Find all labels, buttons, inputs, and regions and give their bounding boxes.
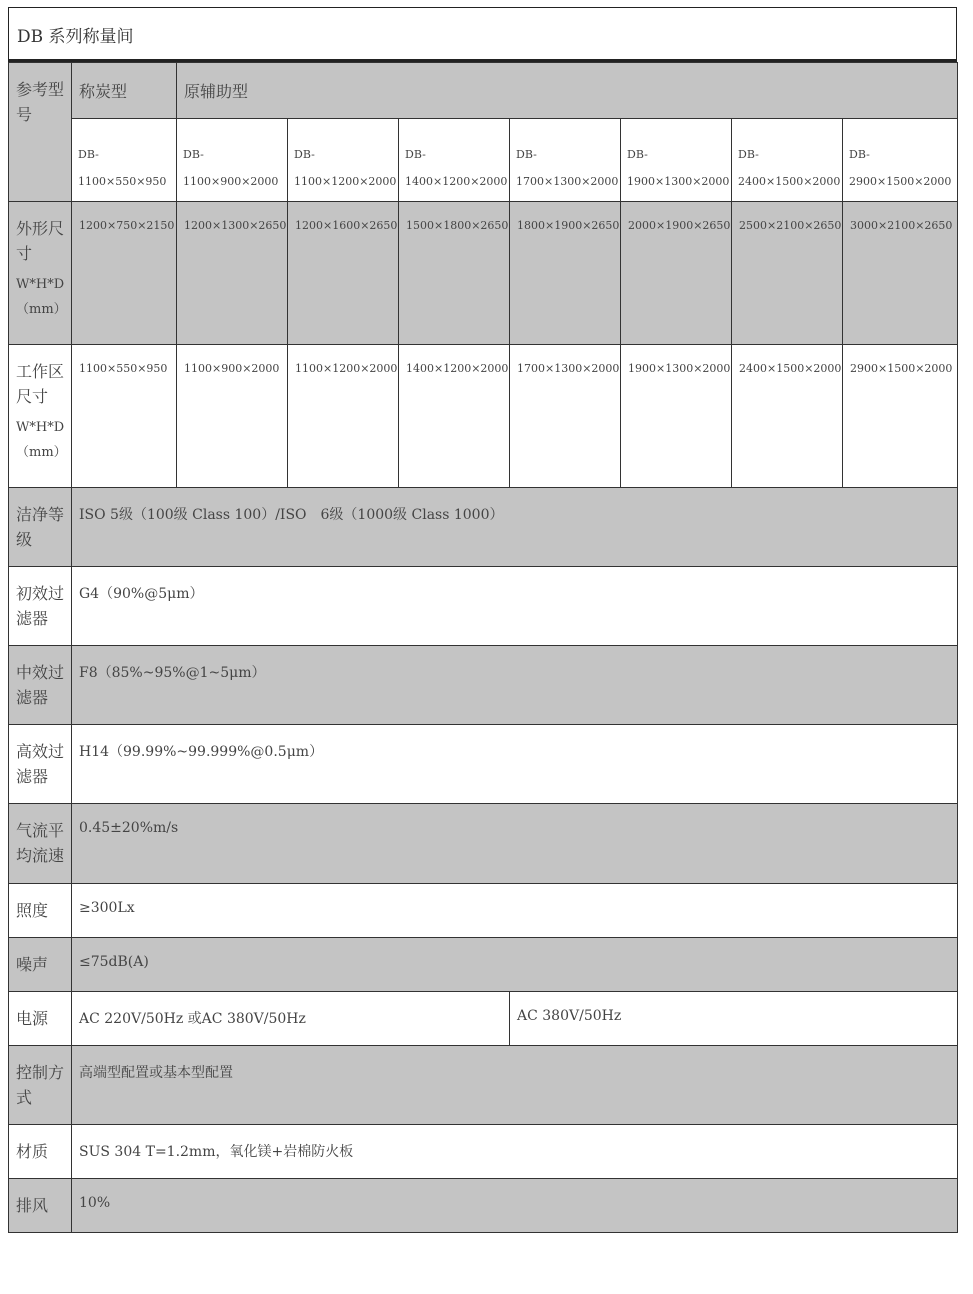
exhaust-value: 10% <box>72 1179 958 1233</box>
hepa-filter-label: 高效过滤器 <box>9 725 72 804</box>
model-cell: DB- 2900×1500×2000 <box>843 119 958 202</box>
table-row-primary-filter <box>9 567 958 646</box>
table-row-hepa-filter <box>9 725 958 804</box>
airflow-label: 气流平均流速 <box>9 804 72 884</box>
material-label: 材质 <box>9 1125 72 1179</box>
model-cell: DB- 1100×1200×2000 <box>288 119 399 202</box>
model-cell: DB- 1700×1300×2000 <box>510 119 621 202</box>
noise-label: 噪声 <box>9 938 72 992</box>
table-row-airflow <box>9 804 958 884</box>
table-row-power <box>9 992 958 1046</box>
outer-size-label: 外形尺寸 W*H*D（mm） <box>9 202 72 345</box>
spec-sheet <box>8 7 957 1233</box>
page-title: DB 系列称量间 <box>8 7 957 62</box>
table-row-exhaust <box>9 1179 958 1233</box>
noise-value: ≤75dB(A) <box>72 938 958 992</box>
outer-size-cell: 3000×2100×2650 <box>843 202 958 345</box>
outer-size-cell: 1800×1900×2650 <box>510 202 621 345</box>
work-size-cell: 2900×1500×2000 <box>843 345 958 488</box>
illumination-value: ≥300Lx <box>72 884 958 938</box>
outer-size-cell: 2500×2100×2650 <box>732 202 843 345</box>
table-row <box>9 63 958 119</box>
primary-filter-label: 初效过滤器 <box>9 567 72 646</box>
power-value-carbon: AC 220V/50Hz 或AC 380V/50Hz <box>72 992 510 1046</box>
table-row-illumination <box>9 884 958 938</box>
model-cell: DB- 1900×1300×2000 <box>621 119 732 202</box>
table-row-medium-filter <box>9 646 958 725</box>
work-size-cell: 2400×1500×2000 <box>732 345 843 488</box>
outer-size-cell: 1500×1800×2650 <box>399 202 510 345</box>
material-value: SUS 304 T=1.2mm，氧化镁+岩棉防火板 <box>72 1125 958 1179</box>
outer-size-cell: 1200×750×2150 <box>72 202 177 345</box>
medium-filter-label: 中效过滤器 <box>9 646 72 725</box>
clean-value: ISO 5级（100级 Class 100）/ISO 6级（1000级 Class 1000） <box>72 488 958 567</box>
medium-filter-value: F8（85%~95%@1~5μm） <box>72 646 958 725</box>
spec-table <box>8 62 958 1233</box>
outer-size-cell: 1200×1300×2650 <box>177 202 288 345</box>
model-cell: DB- 1100×900×2000 <box>177 119 288 202</box>
work-size-cell: 1400×1200×2000 <box>399 345 510 488</box>
control-label: 控制方式 <box>9 1046 72 1125</box>
outer-size-cell: 2000×1900×2650 <box>621 202 732 345</box>
work-size-cell: 1100×1200×2000 <box>288 345 399 488</box>
power-label: 电源 <box>9 992 72 1046</box>
outer-size-cell: 1200×1600×2650 <box>288 202 399 345</box>
work-size-label: 工作区尺寸 W*H*D（mm） <box>9 345 72 488</box>
clean-label: 洁净等级 <box>9 488 72 567</box>
work-size-cell: 1100×900×2000 <box>177 345 288 488</box>
table-row-noise <box>9 938 958 992</box>
model-cell: DB- 2400×1500×2000 <box>732 119 843 202</box>
work-size-cell: 1900×1300×2000 <box>621 345 732 488</box>
model-cell: DB- 1400×1200×2000 <box>399 119 510 202</box>
illumination-label: 照度 <box>9 884 72 938</box>
table-row-clean <box>9 488 958 567</box>
work-size-cell: 1100×550×950 <box>72 345 177 488</box>
table-row-outer-size <box>9 202 958 345</box>
type-auxiliary-header: 原辅助型 <box>177 63 958 119</box>
table-row-work-size <box>9 345 958 488</box>
model-cell: DB- 1100×550×950 <box>72 119 177 202</box>
work-size-cell: 1700×1300×2000 <box>510 345 621 488</box>
airflow-value: 0.45±20%m/s <box>72 804 958 884</box>
control-value: 高端型配置或基本型配置 <box>72 1046 958 1125</box>
table-row <box>9 119 958 202</box>
table-row-control <box>9 1046 958 1125</box>
power-value-auxiliary: AC 380V/50Hz <box>510 992 958 1046</box>
ref-model-label: 参考型号 <box>9 63 72 202</box>
hepa-filter-value: H14（99.99%~99.999%@0.5μm） <box>72 725 958 804</box>
table-row-material <box>9 1125 958 1179</box>
primary-filter-value: G4（90%@5μm） <box>72 567 958 646</box>
exhaust-label: 排风 <box>9 1179 72 1233</box>
type-carbon-header: 称炭型 <box>72 63 177 119</box>
